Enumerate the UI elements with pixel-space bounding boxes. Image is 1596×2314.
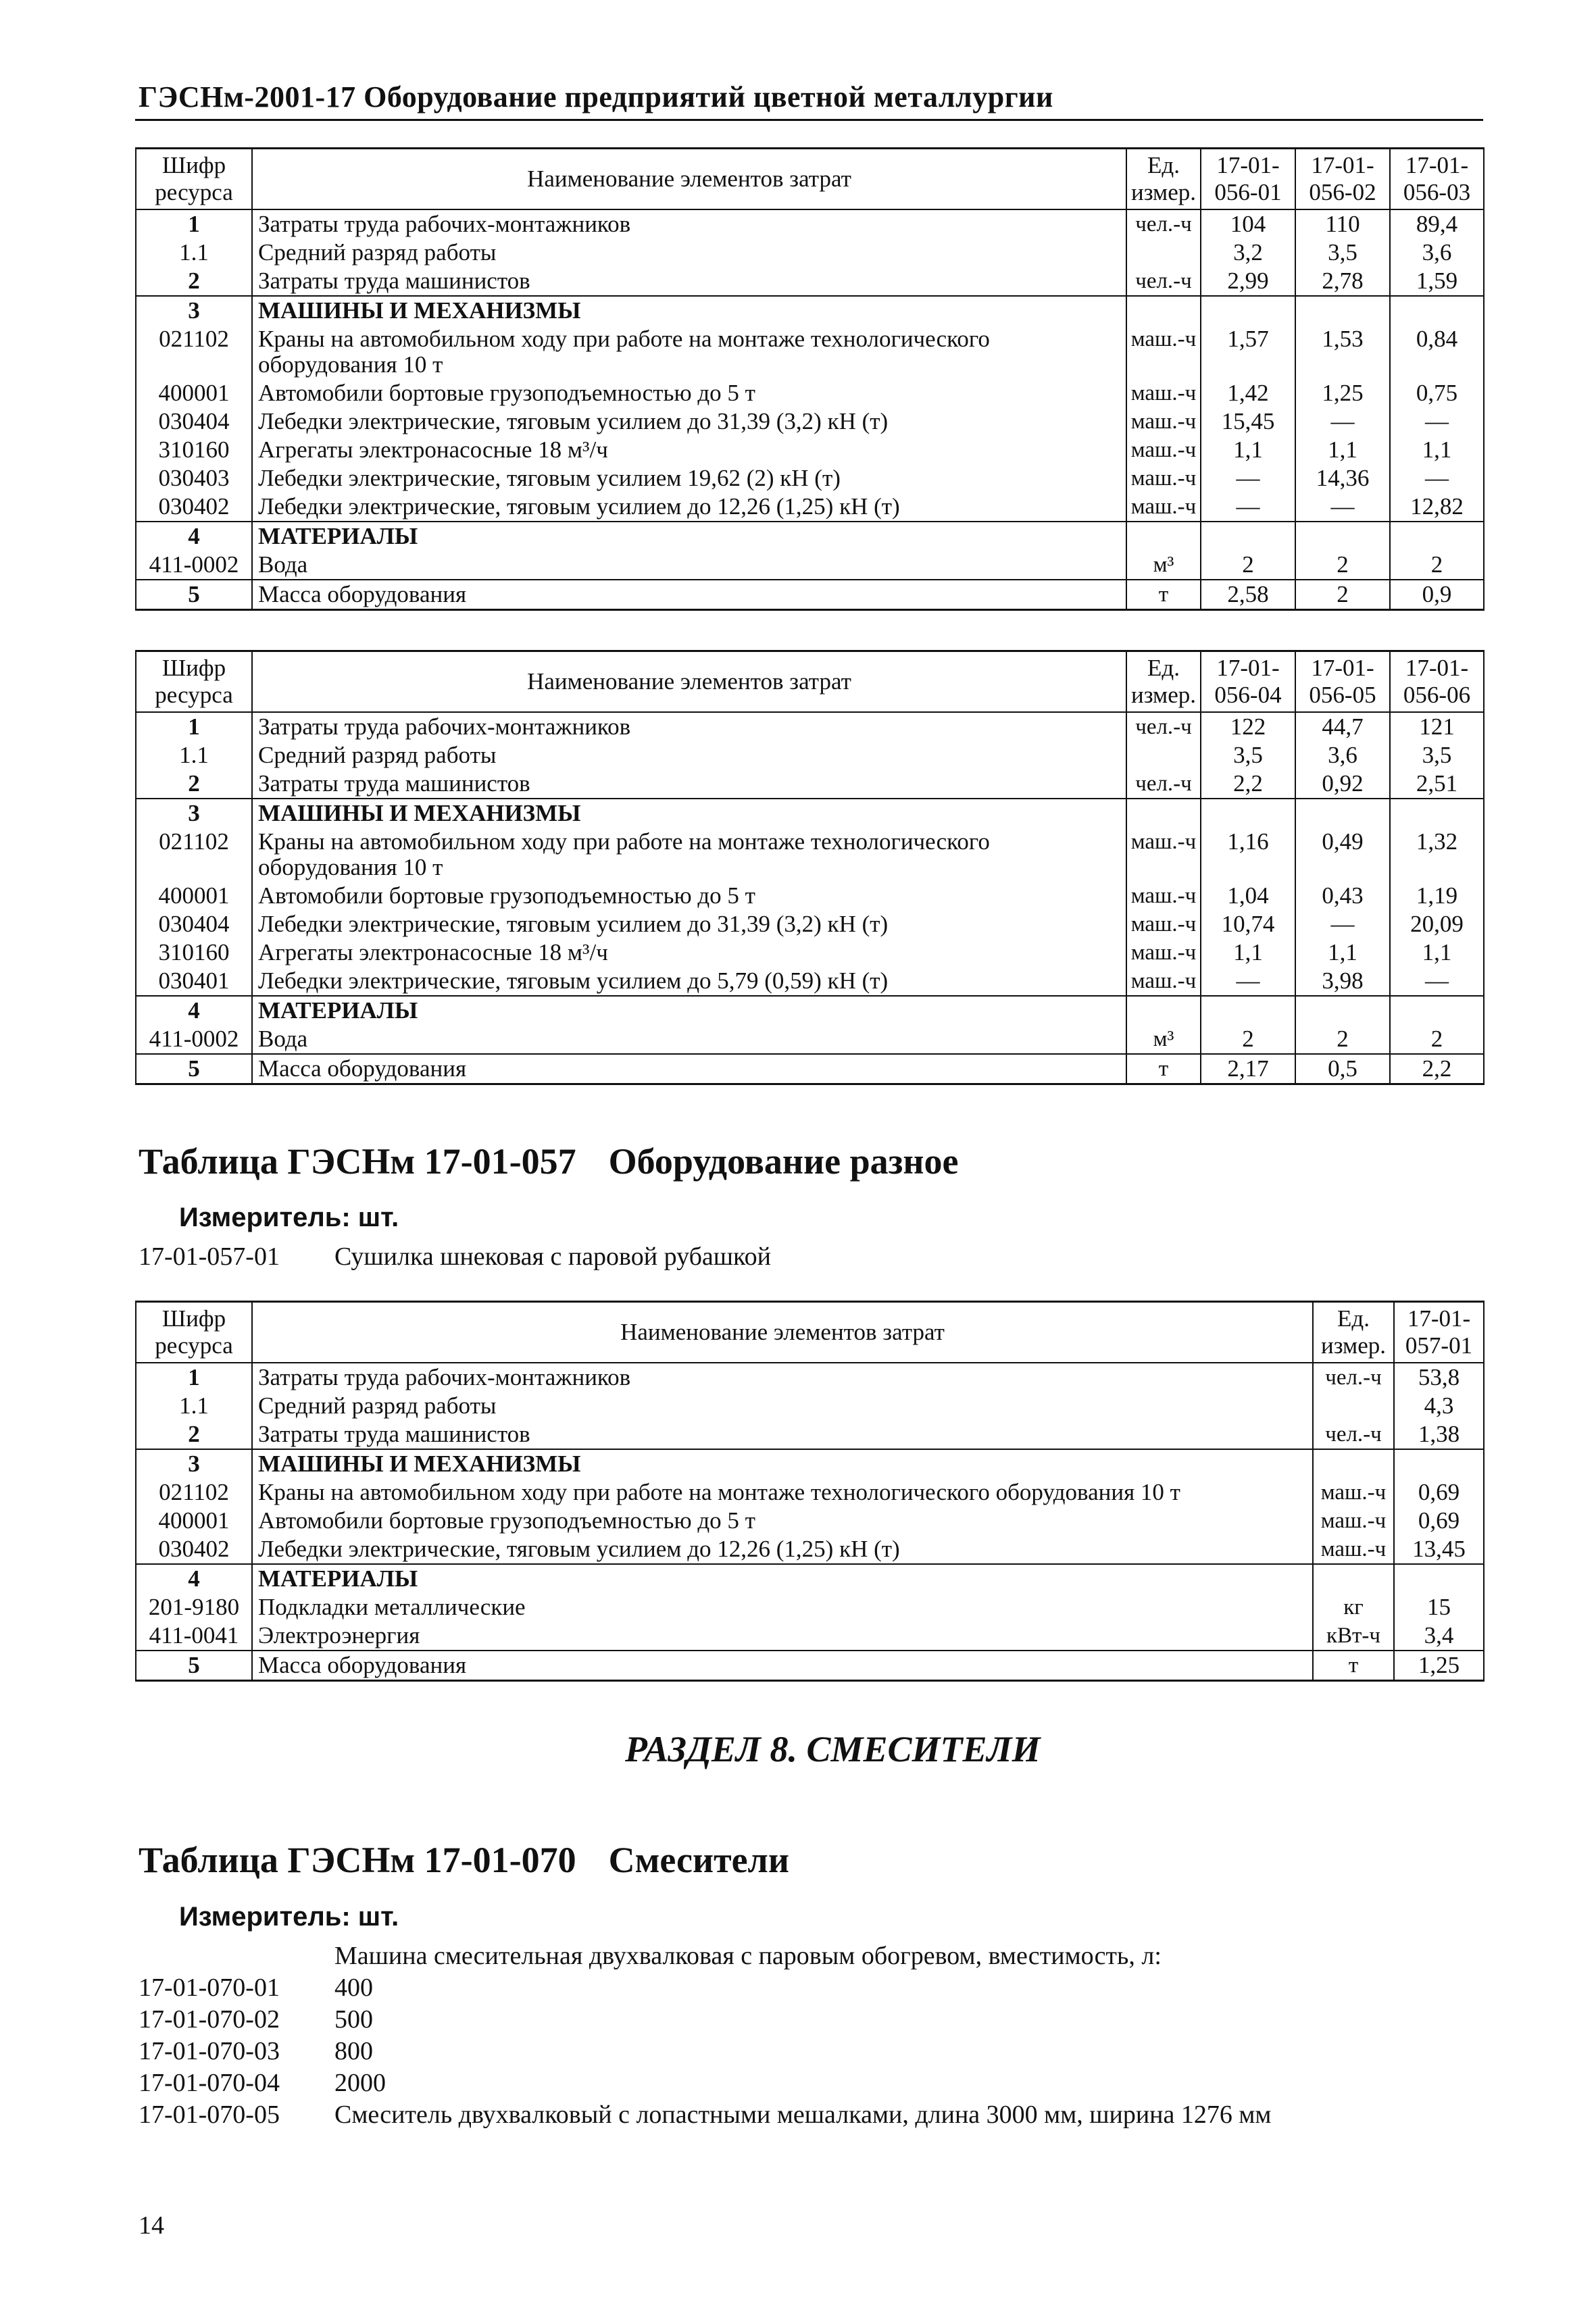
table-title-name: Смесители	[608, 1840, 789, 1880]
running-header: ГЭСНм-2001-17 Оборудование предприятий цветной металлургии	[139, 80, 1053, 114]
row-value	[1201, 522, 1295, 551]
row-unit	[1313, 1392, 1394, 1420]
row-unit: т	[1126, 580, 1201, 610]
table-row	[136, 580, 1484, 610]
row-value: —	[1390, 464, 1484, 493]
row-name: Средний разряд работы	[252, 741, 1126, 770]
row-code: 030404	[136, 407, 252, 436]
norm-code: 17-01-070-05	[139, 2101, 280, 2129]
meter-label: Измеритель: шт.	[179, 1902, 399, 1932]
table-title-code: Таблица ГЭСНм 17-01-070	[139, 1840, 576, 1880]
norm-intro: Машина смесительная двухвалковая с паровым обогревом, вместимость, л:	[334, 1942, 1162, 1970]
row-value: 2,2	[1390, 1054, 1484, 1084]
row-unit: маш.-ч	[1126, 910, 1201, 938]
row-value	[1390, 296, 1484, 325]
row-value: 1,1	[1201, 436, 1295, 464]
norm-name: Сушилка шнековая с паровой рубашкой	[334, 1242, 771, 1271]
norm-line	[139, 2100, 1271, 2130]
row-value: 3,4	[1394, 1621, 1484, 1651]
table-row	[136, 996, 1484, 1025]
row-name: Лебедки электрические, тяговым усилием до 5,79 (0,59) кН (т)	[252, 967, 1126, 996]
row-value: 3,98	[1295, 967, 1390, 996]
table-row	[136, 209, 1484, 238]
row-code: 2	[136, 1420, 252, 1449]
row-value: 1,16	[1201, 828, 1295, 882]
table-row	[136, 1535, 1484, 1564]
table-row	[136, 1392, 1484, 1420]
row-value: 20,09	[1390, 910, 1484, 938]
row-unit: м³	[1126, 551, 1201, 580]
row-code: 030402	[136, 1535, 252, 1564]
row-unit	[1126, 522, 1201, 551]
row-value	[1201, 296, 1295, 325]
row-unit	[1126, 741, 1201, 770]
row-unit: маш.-ч	[1313, 1478, 1394, 1507]
row-name: МАТЕРИАЛЫ	[252, 996, 1126, 1025]
row-unit: м³	[1126, 1025, 1201, 1054]
row-value: 1,59	[1390, 267, 1484, 296]
row-code: 2	[136, 267, 252, 296]
table-title-code: Таблица ГЭСНм 17-01-057	[139, 1141, 576, 1182]
row-code: 4	[136, 996, 252, 1025]
table-row	[136, 493, 1484, 522]
row-name: Средний разряд работы	[252, 1392, 1313, 1420]
row-name: Автомобили бортовые грузоподъемностью до 5 т	[252, 1507, 1313, 1535]
row-value	[1390, 996, 1484, 1025]
norm-name: 2000	[334, 2069, 386, 2097]
row-value	[1295, 522, 1390, 551]
table-row	[136, 296, 1484, 325]
row-code: 021102	[136, 828, 252, 882]
column-header-unit: Ед. измер.	[1126, 651, 1201, 713]
row-value: 104	[1201, 209, 1295, 238]
norm-line	[139, 2036, 373, 2066]
table-row	[136, 379, 1484, 407]
column-header-norm: 17-01-056-03	[1390, 149, 1484, 210]
row-value: 0,69	[1394, 1478, 1484, 1507]
row-code: 2	[136, 770, 252, 799]
row-name: Лебедки электрические, тяговым усилием до 31,39 (3,2) кН (т)	[252, 910, 1126, 938]
row-value: 1,19	[1390, 882, 1484, 910]
resource-table-057-01	[135, 1301, 1485, 1682]
norm-line	[139, 1973, 373, 2003]
section-title: РАЗДЕЛ 8. СМЕСИТЕЛИ	[625, 1729, 1041, 1769]
table-row	[136, 967, 1484, 996]
table-row	[136, 1507, 1484, 1535]
row-value: —	[1201, 493, 1295, 522]
row-value: 1,53	[1295, 325, 1390, 379]
row-code: 4	[136, 1564, 252, 1593]
row-name: Затраты труда машинистов	[252, 267, 1126, 296]
resource-table-056-01-03	[135, 147, 1485, 611]
row-name: Вода	[252, 551, 1126, 580]
header-rule	[135, 119, 1483, 121]
table-header-row	[136, 1302, 1484, 1363]
row-value: 0,69	[1394, 1507, 1484, 1535]
column-header-norm: 17-01-056-01	[1201, 149, 1295, 210]
row-value: 4,3	[1394, 1392, 1484, 1420]
row-value: 3,5	[1295, 238, 1390, 267]
row-name: МАШИНЫ И МЕХАНИЗМЫ	[252, 799, 1126, 828]
row-value: 2,99	[1201, 267, 1295, 296]
row-value: 44,7	[1295, 712, 1390, 741]
row-unit: чел.-ч	[1126, 209, 1201, 238]
row-code: 400001	[136, 379, 252, 407]
row-value: 15	[1394, 1593, 1484, 1621]
row-value: 3,6	[1390, 238, 1484, 267]
row-unit: чел.-ч	[1126, 712, 1201, 741]
row-value	[1394, 1564, 1484, 1593]
row-name: МАШИНЫ И МЕХАНИЗМЫ	[252, 296, 1126, 325]
row-code: 1.1	[136, 1392, 252, 1420]
row-value	[1390, 799, 1484, 828]
column-header-name: Наименование элементов затрат	[252, 1302, 1313, 1363]
table-row	[136, 551, 1484, 580]
row-name: Затраты труда рабочих-монтажников	[252, 209, 1126, 238]
row-value: 13,45	[1394, 1535, 1484, 1564]
norm-line	[139, 2005, 373, 2034]
row-value: 122	[1201, 712, 1295, 741]
row-value	[1295, 799, 1390, 828]
row-value: 0,75	[1390, 379, 1484, 407]
row-value: 3,5	[1390, 741, 1484, 770]
row-value: —	[1295, 493, 1390, 522]
row-code: 411-0041	[136, 1621, 252, 1651]
row-value: 1,1	[1390, 436, 1484, 464]
row-value	[1394, 1449, 1484, 1478]
table-row	[136, 407, 1484, 436]
row-name: Краны на автомобильном ходу при работе на монтаже технологического оборудования 10 т	[252, 1478, 1313, 1507]
table-row	[136, 770, 1484, 799]
row-value: —	[1201, 464, 1295, 493]
row-value: 3,5	[1201, 741, 1295, 770]
row-value: —	[1295, 407, 1390, 436]
table-row	[136, 238, 1484, 267]
row-unit: маш.-ч	[1313, 1507, 1394, 1535]
row-code: 3	[136, 296, 252, 325]
row-value	[1295, 296, 1390, 325]
row-name: Агрегаты электронасосные 18 м³/ч	[252, 436, 1126, 464]
table-row	[136, 1449, 1484, 1478]
row-value: 2	[1201, 551, 1295, 580]
row-value: 0,5	[1295, 1054, 1390, 1084]
row-value: —	[1295, 910, 1390, 938]
table-row	[136, 828, 1484, 882]
row-code: 3	[136, 1449, 252, 1478]
row-value: 0,84	[1390, 325, 1484, 379]
row-value: 1,32	[1390, 828, 1484, 882]
row-name: Лебедки электрические, тяговым усилием до 12,26 (1,25) кН (т)	[252, 493, 1126, 522]
row-value: 3,2	[1201, 238, 1295, 267]
table-row	[136, 1478, 1484, 1507]
row-name: Затраты труда машинистов	[252, 770, 1126, 799]
row-name: Затраты труда рабочих-монтажников	[252, 1363, 1313, 1392]
row-code: 310160	[136, 938, 252, 967]
row-code: 411-0002	[136, 551, 252, 580]
row-code: 030404	[136, 910, 252, 938]
row-unit: маш.-ч	[1126, 967, 1201, 996]
row-code: 1	[136, 712, 252, 741]
row-name: МАТЕРИАЛЫ	[252, 522, 1126, 551]
norm-code: 17-01-070-03	[139, 2037, 280, 2065]
column-header-name: Наименование элементов затрат	[252, 149, 1126, 210]
row-code: 411-0002	[136, 1025, 252, 1054]
norm-code: 17-01-057-01	[139, 1242, 280, 1271]
row-value: —	[1201, 967, 1295, 996]
row-unit: маш.-ч	[1126, 828, 1201, 882]
page-number: 14	[139, 2211, 164, 2240]
norm-name: Смеситель двухвалковый с лопастными мешалками, длина 3000 мм, ширина 1276 мм	[334, 2101, 1272, 2129]
column-header-name: Наименование элементов затрат	[252, 651, 1126, 713]
row-value: 12,82	[1390, 493, 1484, 522]
table-row	[136, 1621, 1484, 1651]
norm-code: 17-01-070-01	[139, 1973, 280, 2002]
meter-label: Измеритель: шт.	[179, 1203, 399, 1232]
row-value: 1,1	[1201, 938, 1295, 967]
row-name: Электроэнергия	[252, 1621, 1313, 1651]
row-value: 1,1	[1390, 938, 1484, 967]
table-row	[136, 938, 1484, 967]
table-row	[136, 882, 1484, 910]
row-name: Затраты труда рабочих-монтажников	[252, 712, 1126, 741]
row-value: 2,51	[1390, 770, 1484, 799]
row-name: МАШИНЫ И МЕХАНИЗМЫ	[252, 1449, 1313, 1478]
row-value: 89,4	[1390, 209, 1484, 238]
row-name: Подкладки металлические	[252, 1593, 1313, 1621]
row-value: 1,42	[1201, 379, 1295, 407]
row-code: 5	[136, 1651, 252, 1681]
table-row	[136, 799, 1484, 828]
row-unit: т	[1313, 1651, 1394, 1681]
column-header-code: Шифр ресурса	[136, 1302, 252, 1363]
row-code: 400001	[136, 882, 252, 910]
table-row	[136, 436, 1484, 464]
row-value: 2	[1201, 1025, 1295, 1054]
resource-table-056-04-06	[135, 650, 1485, 1085]
norm-line	[139, 1242, 771, 1272]
table-row	[136, 522, 1484, 551]
row-value: 0,49	[1295, 828, 1390, 882]
row-value	[1201, 799, 1295, 828]
row-code: 4	[136, 522, 252, 551]
row-value: 2	[1295, 1025, 1390, 1054]
row-unit: маш.-ч	[1313, 1535, 1394, 1564]
row-value: 1,1	[1295, 938, 1390, 967]
row-unit	[1126, 799, 1201, 828]
row-code: 021102	[136, 325, 252, 379]
row-value: 1,25	[1295, 379, 1390, 407]
row-unit: т	[1126, 1054, 1201, 1084]
row-value: 1,1	[1295, 436, 1390, 464]
row-value: 0,92	[1295, 770, 1390, 799]
norm-name: 500	[334, 2005, 373, 2034]
row-value	[1201, 996, 1295, 1025]
row-value: 110	[1295, 209, 1390, 238]
row-unit	[1126, 996, 1201, 1025]
row-code: 5	[136, 580, 252, 610]
row-value: 2	[1390, 551, 1484, 580]
table-title-057	[139, 1140, 958, 1182]
row-code: 5	[136, 1054, 252, 1084]
row-value: 2	[1390, 1025, 1484, 1054]
table-row	[136, 1363, 1484, 1392]
table-row	[136, 910, 1484, 938]
row-name: Лебедки электрические, тяговым усилием 19,62 (2) кН (т)	[252, 464, 1126, 493]
row-name: Автомобили бортовые грузоподъемностью до 5 т	[252, 882, 1126, 910]
row-unit: чел.-ч	[1126, 770, 1201, 799]
row-unit: кВт-ч	[1313, 1621, 1394, 1651]
table-row	[136, 464, 1484, 493]
table-row	[136, 1420, 1484, 1449]
row-unit: чел.-ч	[1313, 1363, 1394, 1392]
row-value: 14,36	[1295, 464, 1390, 493]
column-header-norm: 17-01-056-02	[1295, 149, 1390, 210]
row-value: 0,9	[1390, 580, 1484, 610]
row-code: 400001	[136, 1507, 252, 1535]
row-unit: маш.-ч	[1126, 407, 1201, 436]
norm-code: 17-01-070-04	[139, 2069, 280, 2097]
table-header-row	[136, 149, 1484, 210]
row-name: Краны на автомобильном ходу при работе на монтаже технологического оборудования 10 т	[252, 828, 1126, 882]
row-code: 1	[136, 209, 252, 238]
row-name: Агрегаты электронасосные 18 м³/ч	[252, 938, 1126, 967]
row-value: 15,45	[1201, 407, 1295, 436]
row-value: 2	[1295, 551, 1390, 580]
table-header-row	[136, 651, 1484, 713]
row-name: Лебедки электрические, тяговым усилием до 12,26 (1,25) кН (т)	[252, 1535, 1313, 1564]
row-unit	[1126, 296, 1201, 325]
row-unit	[1126, 238, 1201, 267]
row-unit: маш.-ч	[1126, 379, 1201, 407]
row-name: Автомобили бортовые грузоподъемностью до 5 т	[252, 379, 1126, 407]
column-header-norm: 17-01-056-06	[1390, 651, 1484, 713]
row-code: 1.1	[136, 238, 252, 267]
row-value: 1,25	[1394, 1651, 1484, 1681]
row-code: 310160	[136, 436, 252, 464]
row-value: 2,58	[1201, 580, 1295, 610]
column-header-norm: 17-01-056-04	[1201, 651, 1295, 713]
row-value: —	[1390, 967, 1484, 996]
norm-name: 800	[334, 2037, 373, 2065]
row-code: 030403	[136, 464, 252, 493]
row-name: Масса оборудования	[252, 1651, 1313, 1681]
row-unit: чел.-ч	[1126, 267, 1201, 296]
column-header-norm: 17-01-056-05	[1295, 651, 1390, 713]
norm-code: 17-01-070-02	[139, 2005, 280, 2034]
row-code: 030402	[136, 493, 252, 522]
row-name: Масса оборудования	[252, 580, 1126, 610]
row-value: 2,17	[1201, 1054, 1295, 1084]
row-value: 1,38	[1394, 1420, 1484, 1449]
row-name: Масса оборудования	[252, 1054, 1126, 1084]
row-value: 1,04	[1201, 882, 1295, 910]
row-unit: маш.-ч	[1126, 882, 1201, 910]
row-code: 3	[136, 799, 252, 828]
table-row	[136, 267, 1484, 296]
row-unit: маш.-ч	[1126, 493, 1201, 522]
row-unit: кг	[1313, 1593, 1394, 1621]
table-row	[136, 1593, 1484, 1621]
table-row	[136, 325, 1484, 379]
row-value: 0,43	[1295, 882, 1390, 910]
column-header-unit: Ед. измер.	[1126, 149, 1201, 210]
row-unit: чел.-ч	[1313, 1420, 1394, 1449]
row-value: 121	[1390, 712, 1484, 741]
row-unit: маш.-ч	[1126, 436, 1201, 464]
table-row	[136, 712, 1484, 741]
column-header-unit: Ед. измер.	[1313, 1302, 1394, 1363]
row-value: —	[1390, 407, 1484, 436]
column-header-code: Шифр ресурса	[136, 651, 252, 713]
row-unit	[1313, 1564, 1394, 1593]
norm-name: 400	[334, 1973, 373, 2002]
table-row	[136, 1651, 1484, 1681]
table-title-070	[139, 1839, 789, 1881]
norm-line	[139, 2068, 386, 2098]
table-row	[136, 1564, 1484, 1593]
row-value: 1,57	[1201, 325, 1295, 379]
row-code: 1.1	[136, 741, 252, 770]
row-name: Затраты труда машинистов	[252, 1420, 1313, 1449]
row-name: Средний разряд работы	[252, 238, 1126, 267]
row-value: 53,8	[1394, 1363, 1484, 1392]
row-name: Вода	[252, 1025, 1126, 1054]
table-title-name: Оборудование разное	[608, 1141, 959, 1182]
row-unit: маш.-ч	[1126, 464, 1201, 493]
column-header-norm: 17-01-057-01	[1394, 1302, 1484, 1363]
row-code: 1	[136, 1363, 252, 1392]
row-unit: маш.-ч	[1126, 325, 1201, 379]
row-value: 2	[1295, 580, 1390, 610]
row-value: 2,78	[1295, 267, 1390, 296]
row-value: 3,6	[1295, 741, 1390, 770]
row-value	[1390, 522, 1484, 551]
row-value: 10,74	[1201, 910, 1295, 938]
column-header-code: Шифр ресурса	[136, 149, 252, 210]
table-row	[136, 741, 1484, 770]
row-name: Лебедки электрические, тяговым усилием до 31,39 (3,2) кН (т)	[252, 407, 1126, 436]
row-unit: маш.-ч	[1126, 938, 1201, 967]
row-value	[1295, 996, 1390, 1025]
table-row	[136, 1054, 1484, 1084]
row-unit	[1313, 1449, 1394, 1478]
row-code: 030401	[136, 967, 252, 996]
row-name: МАТЕРИАЛЫ	[252, 1564, 1313, 1593]
row-value: 2,2	[1201, 770, 1295, 799]
row-code: 021102	[136, 1478, 252, 1507]
table-row	[136, 1025, 1484, 1054]
row-name: Краны на автомобильном ходу при работе на монтаже технологического оборудования 10 т	[252, 325, 1126, 379]
row-code: 201-9180	[136, 1593, 252, 1621]
